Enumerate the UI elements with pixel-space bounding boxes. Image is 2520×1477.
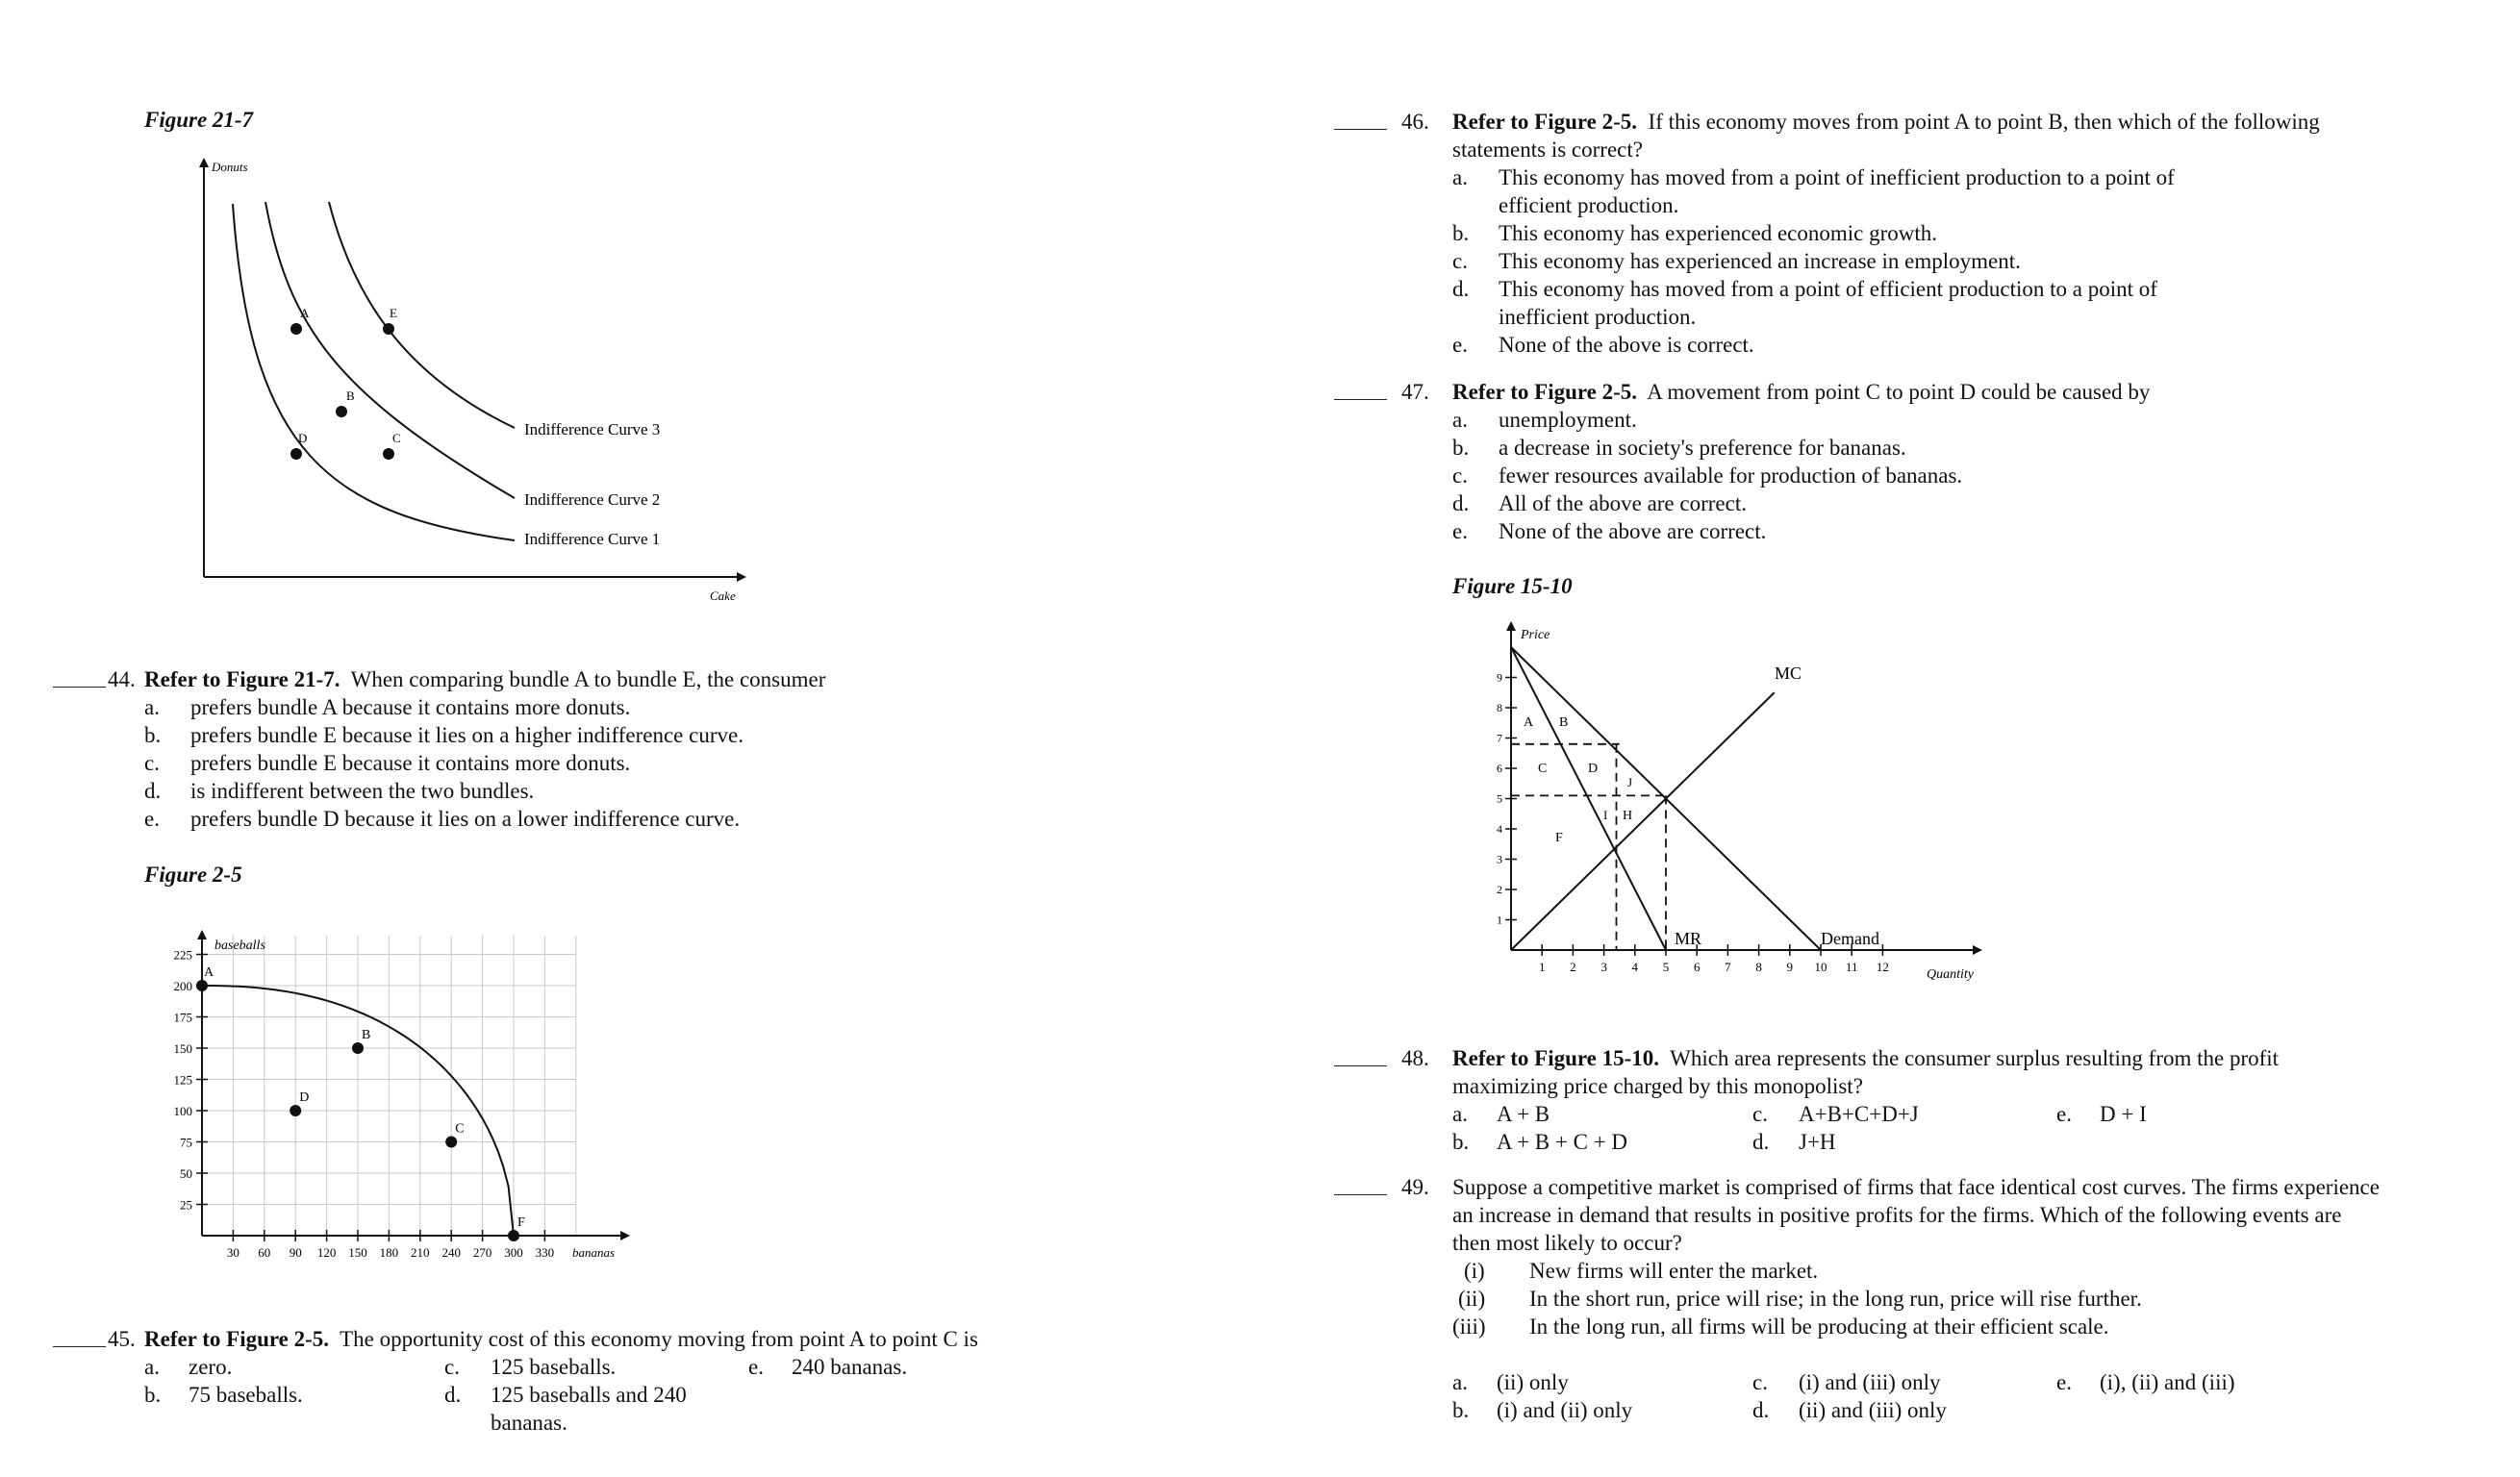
x-tick-label: 150 — [348, 1245, 367, 1260]
option-a[interactable]: A + B — [1497, 1102, 1550, 1126]
area-j-label: J — [1627, 775, 1633, 789]
x-tick-label: 270 — [472, 1245, 492, 1260]
area-a-label: A — [1524, 715, 1534, 730]
x-tick-label: 7 — [1725, 960, 1731, 974]
point-d — [290, 1105, 301, 1116]
y-tick-label: 6 — [1497, 762, 1502, 775]
option-d[interactable]: J+H — [1799, 1130, 1836, 1154]
point-e-label: E — [390, 306, 397, 320]
y-tick-label: 225 — [173, 947, 192, 963]
y-tick-label: 175 — [173, 1010, 192, 1025]
x-tick-label: 180 — [379, 1245, 399, 1260]
y-tick-label: 3 — [1497, 852, 1502, 866]
mr-label: MR — [1675, 929, 1702, 948]
point-a-label: A — [204, 965, 214, 980]
option-a-letter: a. — [1452, 1102, 1468, 1126]
option-e[interactable]: 240 bananas. — [792, 1355, 908, 1379]
answer-blank[interactable] — [1334, 1044, 1387, 1066]
option-a[interactable]: a. unemployment. — [1452, 408, 1637, 432]
y-tick-label: 8 — [1497, 701, 1502, 714]
option-d[interactable]: d. is indifferent between the two bundles. — [144, 779, 535, 803]
curve-label-1: Indifference Curve 1 — [524, 530, 661, 548]
option-b[interactable]: b. prefers bundle E because it lies on a higher indifference curve. — [144, 723, 743, 747]
point-b-label: B — [362, 1028, 371, 1042]
option-b[interactable]: (i) and (ii) only — [1497, 1398, 1633, 1422]
question-47: 47. Refer to Figure 2-5. A movement from point C to point D could be caused by a. unemployment. b. a decrease in society's preference for bananas. c. fewer resources available for production of bananas. d. All of the above are correct. e. None of the above are correct. — [1452, 378, 2491, 545]
option-d-cont: bananas. — [491, 1411, 567, 1435]
option-c-letter: c. — [444, 1355, 460, 1379]
demand-label: Demand — [1821, 929, 1879, 948]
option-b-letter: b. — [1452, 1398, 1470, 1422]
question-45: 45. Refer to Figure 2-5. The opportunity cost of this economy moving from point A to point C is a. zero. c. 125 baseballs. e. 240 bananas. b. 75 baseballs. d. 125 baseballs and 240 bananas. — [144, 1325, 1154, 1437]
option-d-letter: d. — [1752, 1130, 1770, 1154]
option-c[interactable]: c. prefers bundle E because it contains more donuts. — [144, 751, 631, 775]
area-i-label: I — [1603, 808, 1608, 822]
point-d-label: D — [298, 431, 308, 445]
x-tick-label: 4 — [1631, 960, 1639, 974]
question-49-text: Suppose a competitive market is comprised of firms that face identical cost curves. The firms experience — [1452, 1175, 2380, 1199]
point-a-label: A — [300, 306, 310, 320]
answer-blank[interactable] — [1334, 1173, 1387, 1195]
point-a — [290, 323, 302, 335]
option-e[interactable]: e. None of the above is correct. — [1452, 333, 1754, 357]
option-b[interactable]: 75 baseballs. — [189, 1383, 303, 1407]
y-tick-label: 75 — [180, 1135, 192, 1150]
option-c[interactable]: A+B+C+D+J — [1799, 1102, 1919, 1126]
answer-blank[interactable] — [1334, 378, 1387, 400]
y-tick-label: 4 — [1497, 822, 1502, 836]
area-b-label: B — [1559, 715, 1569, 730]
y-tick-label: 150 — [173, 1041, 192, 1056]
question-48: 48. Refer to Figure 15-10. Which area represents the consumer surplus resulting from the profit maximizing price charged by this monopolist? a. A + B c. A+B+C+D+J e. D + I b. A + B + C + D d. J+H — [1452, 1044, 2491, 1156]
option-b-letter: b. — [144, 1383, 162, 1407]
x-tick-label: 5 — [1662, 960, 1670, 974]
option-b-letter: b. — [1452, 1130, 1470, 1154]
y-tick-label: 125 — [173, 1072, 192, 1088]
x-tick-label: 9 — [1786, 960, 1794, 974]
point-c-label: C — [392, 431, 401, 445]
option-a-letter: a. — [1452, 1370, 1468, 1394]
y-tick-label: 1 — [1497, 913, 1502, 927]
area-h-label: H — [1623, 809, 1633, 823]
mr-line — [1511, 647, 1666, 950]
point-a — [196, 980, 208, 991]
y-axis-label: baseballs — [214, 939, 265, 953]
option-d[interactable]: 125 baseballs and 240 — [491, 1383, 687, 1407]
option-e[interactable]: e. None of the above are correct. — [1452, 519, 1767, 543]
area-d-label: D — [1588, 762, 1599, 776]
indifference-curve-1 — [233, 204, 515, 540]
y-tick-label: 7 — [1497, 731, 1502, 745]
option-c[interactable]: c. This economy has experienced an increase in employment. — [1452, 249, 2021, 273]
x-tick-label: 1 — [1538, 960, 1546, 974]
figure-2-5-title: Figure 2-5 — [144, 863, 242, 887]
y-tick-label: 50 — [180, 1166, 192, 1181]
point-c-label: C — [455, 1121, 465, 1137]
option-a[interactable]: zero. — [189, 1355, 233, 1379]
x-tick-label: 240 — [441, 1245, 461, 1260]
point-f-label: F — [517, 1215, 525, 1230]
y-tick-label: 9 — [1497, 670, 1502, 685]
option-e[interactable]: (i), (ii) and (iii) — [2100, 1370, 2235, 1394]
x-tick-label: 12 — [1876, 960, 1889, 974]
option-a[interactable]: a. This economy has moved from a point of inefficient production to a point of efficient production. — [1452, 165, 2175, 217]
curve-label-3: Indifference Curve 3 — [524, 420, 661, 438]
option-a[interactable]: a. prefers bundle A because it contains more donuts. — [144, 695, 631, 719]
point-d — [290, 448, 302, 460]
y-axis-label: Donuts — [212, 160, 248, 174]
figure-15-10-title: Figure 15-10 — [1452, 574, 1573, 598]
option-c-letter: c. — [1752, 1102, 1768, 1126]
option-e-letter: e. — [2056, 1102, 2072, 1126]
figure-2-5-chart — [149, 918, 649, 1264]
point-e — [383, 323, 394, 335]
y-tick-label: 2 — [1497, 883, 1502, 896]
point-b-label: B — [346, 388, 355, 403]
indifference-curve-3 — [329, 202, 515, 428]
area-f-label: F — [1555, 831, 1563, 845]
area-c-label: C — [1538, 762, 1548, 776]
option-c[interactable]: (i) and (iii) only — [1799, 1370, 1941, 1394]
option-e-letter: e. — [748, 1355, 764, 1379]
option-e-letter: e. — [2056, 1370, 2072, 1394]
option-e[interactable]: D + I — [2100, 1102, 2147, 1126]
x-tick-label: 90 — [289, 1245, 302, 1260]
mc-line — [1511, 692, 1775, 950]
x-tick-label: 60 — [258, 1245, 271, 1260]
x-tick-label: 10 — [1814, 960, 1827, 974]
option-a-letter: a. — [144, 1355, 160, 1379]
point-d-label: D — [299, 1090, 310, 1105]
y-axis-label: Price — [1521, 628, 1550, 642]
figure-21-7-chart — [183, 154, 760, 615]
answer-blank[interactable] — [1334, 108, 1387, 130]
x-tick-label: 210 — [411, 1245, 430, 1260]
figure-15-10-chart — [1486, 615, 2005, 1000]
mc-label: MC — [1775, 663, 1802, 683]
y-tick-label: 5 — [1497, 791, 1502, 806]
y-tick-label: 200 — [173, 979, 192, 993]
answer-blank[interactable] — [53, 665, 106, 688]
y-tick-label: 25 — [180, 1197, 192, 1213]
option-b[interactable]: b. This economy has experienced economic growth. — [1452, 221, 1938, 245]
question-44: 44. Refer to Figure 21-7. When comparing bundle A to bundle E, the consumer a. prefers bundle A because it contains more donuts. b. prefers bundle E because it lies on a higher indifference curve. c. prefers bundle E because it contains more donuts. d. is indifferent between the two bundles. e. prefers bundle D because it lies on a lower indifference curve. — [144, 665, 1010, 833]
option-c[interactable]: 125 baseballs. — [491, 1355, 617, 1379]
figure-21-7-title: Figure 21-7 — [144, 108, 254, 132]
x-axis-label: Cake — [710, 588, 736, 603]
x-tick-label: 8 — [1755, 960, 1762, 974]
point-f — [508, 1230, 519, 1241]
x-tick-label: 6 — [1693, 960, 1701, 974]
point-b — [336, 406, 347, 417]
y-tick-label: 100 — [173, 1104, 192, 1118]
question-49: 49. Suppose a competitive market is comprised of firms that face identical cost curves. The firms experience an increase in demand that results in positive profits for the firms. Which of the following events are then most likely to occur? (i) New firms will enter the market. (ii) In the short run, price will rise; in the long run, price will rise further. (iii) In the long run, all firms will be producing at their efficient scale. a. (ii) only c. (i) and (iii) only e. (i), (ii) and (iii) b. (i) and (ii) only d. (ii) and (iii) only — [1452, 1173, 2510, 1424]
x-axis-label: bananas — [572, 1245, 616, 1260]
curve-label-2: Indifference Curve 2 — [524, 490, 661, 509]
x-tick-label: 120 — [316, 1245, 337, 1260]
option-b[interactable]: b. a decrease in society's preference for bananas. — [1452, 436, 1906, 460]
question-46: 46. Refer to Figure 2-5. If this economy moves from point A to point B, then which of the following statements is correct? a. This economy has moved from a point of inefficient production to a point of efficient production. b. This economy has experienced economic growth. c. This economy has experienced an increase in employment. d. This economy has moved from a point of efficient production to a point of inefficient production. e. None of the above is correct. — [1452, 108, 2491, 359]
option-d-letter: d. — [444, 1383, 462, 1407]
point-c — [383, 448, 394, 460]
x-tick-label: 11 — [1845, 960, 1858, 974]
option-e[interactable]: e. prefers bundle D because it lies on a lower indifference curve. — [144, 807, 741, 831]
option-d-letter: d. — [1752, 1398, 1770, 1422]
option-b[interactable]: A + B + C + D — [1497, 1130, 1628, 1154]
option-c[interactable]: c. fewer resources available for production of bananas. — [1452, 463, 1963, 488]
x-tick-label: 30 — [226, 1245, 239, 1260]
x-tick-label: 2 — [1570, 960, 1576, 974]
x-tick-label: 330 — [535, 1245, 555, 1260]
option-a[interactable]: (ii) only — [1497, 1370, 1569, 1394]
option-d[interactable]: (ii) and (iii) only — [1799, 1398, 1947, 1422]
option-d[interactable]: d. All of the above are correct. — [1452, 491, 1747, 515]
point-b — [352, 1042, 364, 1054]
point-c — [445, 1137, 457, 1148]
x-tick-label: 3 — [1600, 960, 1607, 974]
x-tick-label: 300 — [504, 1245, 523, 1260]
x-axis-label: Quantity — [1927, 967, 1974, 982]
answer-blank[interactable] — [53, 1325, 106, 1347]
option-c-letter: c. — [1752, 1370, 1768, 1394]
option-d[interactable]: d. This economy has moved from a point of efficient production to a point of inefficient production. — [1452, 277, 2157, 329]
